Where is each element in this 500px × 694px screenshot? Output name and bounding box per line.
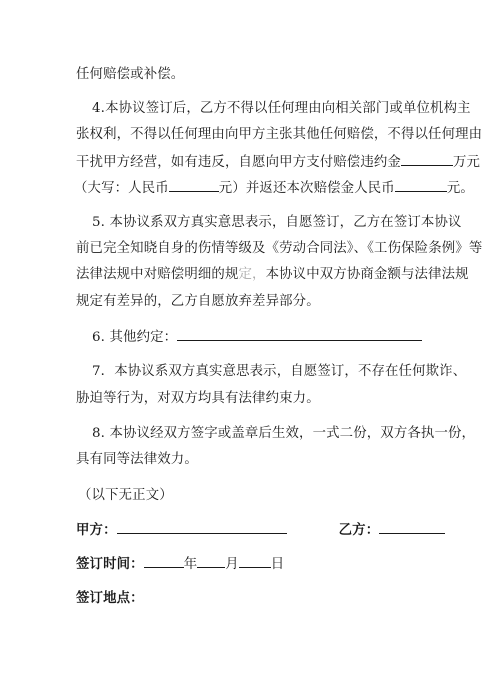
paragraph-6 (92, 328, 430, 347)
paragraph-4-line-3-text: 干扰甲方经营，如有违反，自愿向甲方支付赔偿违约金 (76, 155, 401, 170)
paragraph-4-line-4-text: （大写：人民币 (74, 181, 169, 196)
end-of-text-note-text: （以下无正文） (78, 488, 173, 503)
sign-year-blank[interactable] (144, 555, 184, 568)
paragraph-4-line-4-end-text: 元。 (446, 181, 474, 196)
paragraph-4-line-1 (92, 100, 471, 118)
paragraph-5-line-3 (76, 266, 469, 284)
paragraph-5-line-4 (76, 293, 430, 311)
paragraph-5-line-2 (76, 240, 483, 258)
paragraph-7-line-1 (92, 363, 467, 381)
paragraph-4-line-3 (76, 153, 481, 172)
paragraph-7-line-2 (76, 390, 430, 408)
paragraph-8-line-1-text: 8. 本协议经双方签字或盖章后生效，一式二份，双方各执一份， (92, 426, 476, 441)
year-label: 年 (183, 557, 198, 572)
penalty-amount-blank[interactable] (401, 153, 453, 166)
paragraph-7-line-1-text: 7．本协议系双方真实意思表示，自愿签订，不存在任何欺诈、 (92, 364, 467, 379)
party-b-signature-blank[interactable] (379, 521, 445, 534)
sign-day-blank[interactable] (239, 555, 271, 568)
paragraph-3-tail (76, 66, 430, 84)
paragraph-4-line-2 (76, 126, 483, 144)
other-agreement-label: 6. 其他约定： (92, 330, 178, 345)
paragraph-5-line-4-text: 规定有差异的，乙方自愿放弃差异部分。 (76, 294, 320, 309)
paragraph-5-line-3-end-text: 本协议中双方协商金额与法律法规 (265, 267, 469, 282)
paragraph-4-line-2-text: 张权利，不得以任何理由向甲方主张其他任何赔偿，不得以任何理由 (76, 127, 483, 142)
paragraph-5-line-3-faint-text: 定， (238, 267, 266, 282)
paragraph-3-tail-text: 任何赔偿或补偿。 (76, 67, 185, 82)
paragraph-7-line-2-text: 胁迫等行为，对双方均具有法律约束力。 (76, 391, 320, 406)
compensation-amount-blank[interactable] (395, 179, 447, 192)
penalty-uppercase-blank[interactable] (169, 179, 219, 192)
day-label: 日 (270, 557, 285, 572)
signature-row (76, 521, 430, 540)
paragraph-5-line-1-text: 5. 本协议系双方真实意思表示，自愿签订，乙方在签订本协议 (92, 215, 462, 230)
other-agreement-blank[interactable] (177, 328, 422, 341)
paragraph-8-line-2 (76, 451, 430, 469)
paragraph-8-line-2-text: 具有同等法律效力。 (76, 452, 198, 467)
paragraph-4-line-1-text: 4.本协议签订后，乙方不得以任何理由向相关部门或单位机构主 (92, 101, 471, 116)
penalty-unit-text: 万元 (452, 155, 481, 170)
party-b-label: 乙方： (338, 522, 380, 538)
paragraph-5-line-2-text: 前已完全知晓自身的伤情等级及《劳动合同法》、《工伤保险条例》等 (76, 241, 483, 256)
sign-place-row (76, 589, 430, 608)
sign-place-label: 签订地点： (76, 590, 144, 606)
end-of-text-note (78, 487, 432, 505)
paragraph-4-line-4-mid-text: 元）并返还本次赔偿金人民币 (218, 181, 395, 196)
paragraph-4-line-4 (74, 179, 474, 198)
paragraph-5-line-1 (92, 214, 462, 232)
sign-month-blank[interactable] (197, 555, 225, 568)
sign-time-row (76, 555, 430, 574)
sign-time-label: 签订时间： (76, 556, 144, 572)
party-a-signature-blank[interactable] (117, 521, 287, 534)
party-a-label: 甲方： (76, 522, 117, 538)
paragraph-5-line-3-text: 法律法规中对赔偿明细的规 (76, 267, 239, 282)
month-label: 月 (225, 557, 239, 572)
paragraph-8-line-1 (92, 425, 476, 443)
